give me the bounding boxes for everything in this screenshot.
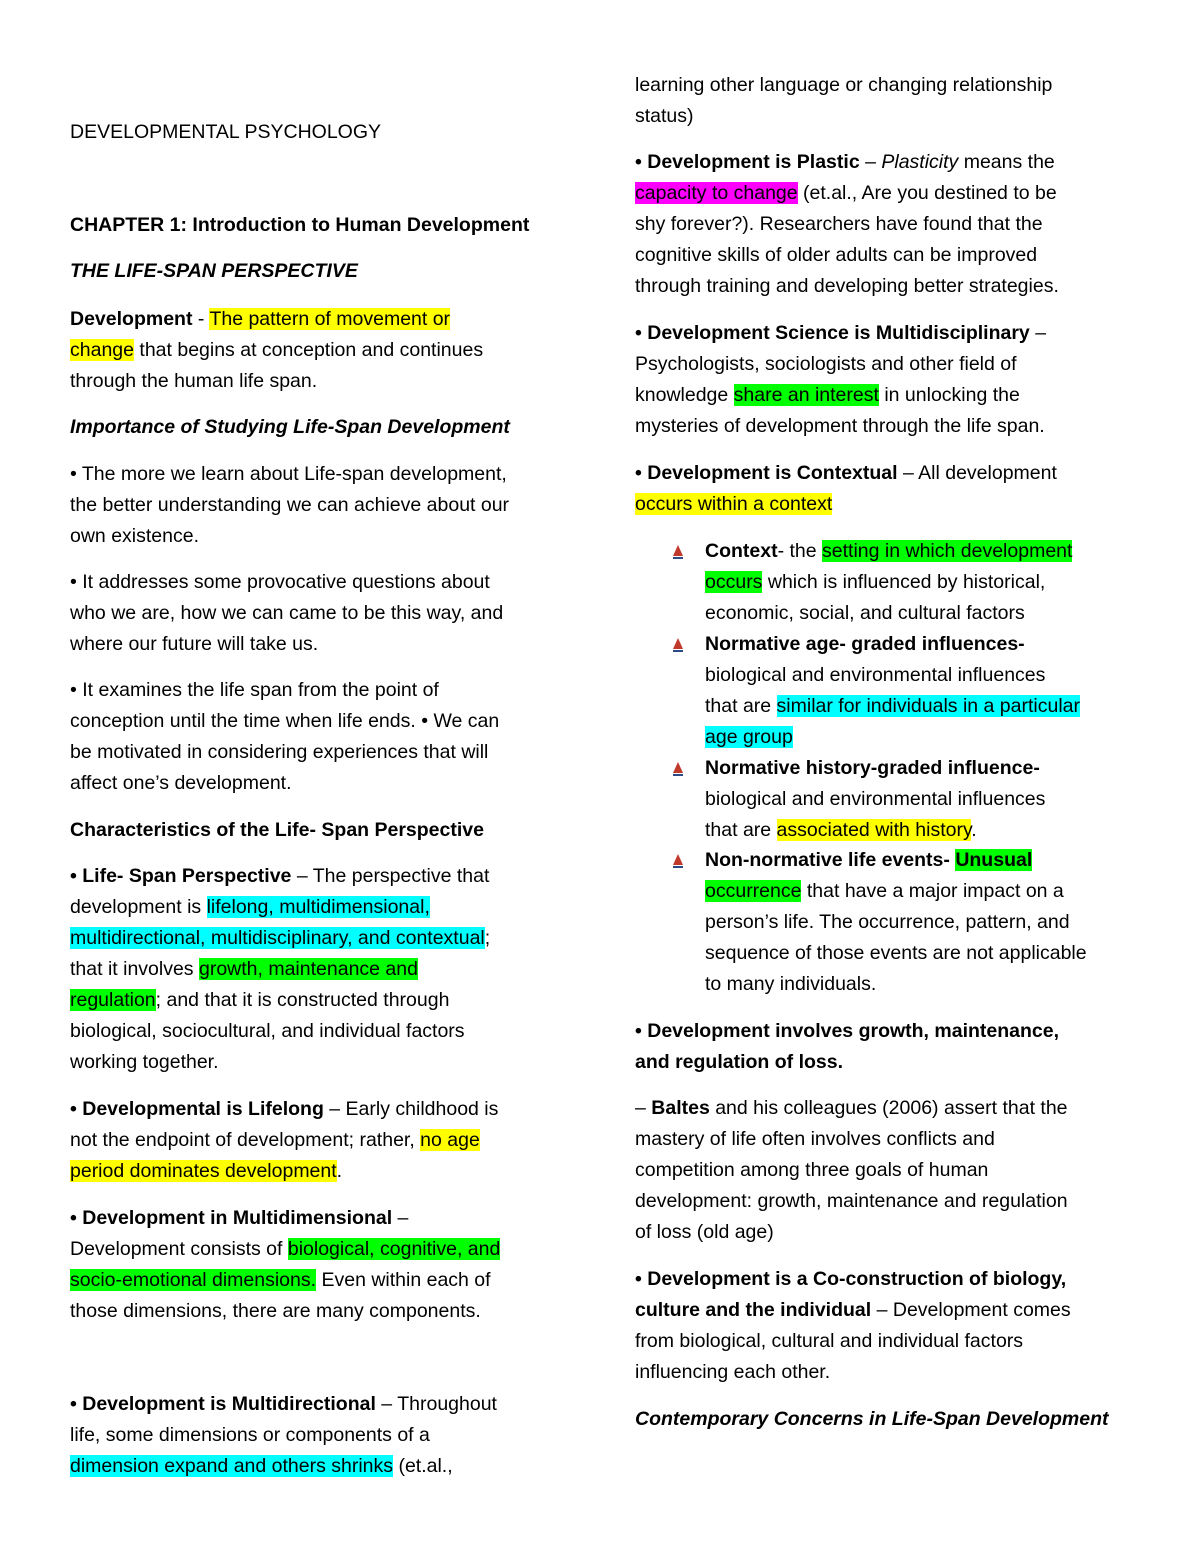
sub-item-context: Context- the setting in which development occurs which is influenced by historical, economic, social, and cultural factors [705, 536, 1135, 629]
sub-item-non-normative: Non-normative life events- Unusual occurrence that have a major impact on a person’s life. The occurrence, pattern, and sequence of those events are not applicable to many individuals. [705, 845, 1135, 1000]
importance-item-1: • The more we learn about Life-span development, the better understanding we can achieve about our own existence. [70, 463, 510, 547]
document-title: DEVELOPMENTAL PSYCHOLOGY [70, 121, 382, 143]
contemporary-concerns-heading: Contemporary Concerns in Life-Span Development [635, 1408, 1109, 1430]
baltes-paragraph: – Baltes and his colleagues (2006) assert that the mastery of life often involves conflicts and competition among three goals of human development: growth, maintenance and regulation of loss (old age) [635, 1097, 1068, 1243]
importance-heading: Importance of Studying Life-Span Development [70, 416, 510, 438]
characteristics-heading: Characteristics of the Life- Span Perspective [70, 819, 484, 841]
importance-item-3: • It examines the life span from the point of conception until the time when life ends. • We can be motivated in considering experiences that will affect one’s development. [70, 679, 500, 794]
arrow-bullet-icon [671, 852, 685, 870]
characteristic-contextual: • Development is Contextual – All development occurs within a context [635, 462, 1057, 515]
characteristic-co-construction: • Development is a Co-construction of biology, culture and the individual – Development comes from biological, cultural and individual factors influencing each other. [635, 1268, 1071, 1383]
section-heading: THE LIFE-SPAN PERSPECTIVE [70, 260, 358, 282]
characteristic-growth-maintenance: • Development involves growth, maintenance, and regulation of loss. [635, 1020, 1060, 1073]
characteristic-multidimensional: • Development in Multidimensional – Development consists of biological, cognitive, and socio-emotional dimensions. Even within each of those dimensions, there are many components. [70, 1207, 501, 1322]
definition-development: Development - The pattern of movement or change that begins at conception and continues through the human life span. [70, 308, 484, 392]
characteristic-lifelong: • Developmental is Lifelong – Early childhood is not the endpoint of development; rather, no age period dominates development. [70, 1098, 499, 1182]
importance-item-2: • It addresses some provocative questions about who we are, how we can came to be this way, and where our future will take us. [70, 571, 504, 655]
characteristic-plastic: • Development is Plastic – Plasticity means the capacity to change (et.al., Are you destined to be shy forever?). Researchers have found that the cognitive skills of older adults can be improved through training and developing better strategies. [635, 151, 1059, 297]
sub-item-normative-age: Normative age- graded influences- biological and environmental influences that are similar for individuals in a particular age group [705, 629, 1135, 753]
arrow-bullet-icon [671, 760, 685, 778]
chapter-heading: CHAPTER 1: Introduction to Human Development [70, 214, 530, 236]
characteristic-multidisciplinary: • Development Science is Multidisciplinary – Psychologists, sociologists and other field of knowledge share an interest in unlocking the mysteries of development through the life span. [635, 322, 1047, 437]
characteristic-life-span: • Life- Span Perspective – The perspective that development is lifelong, multidimensional, multidirectional, multidisciplinary, and contextual; that it involves growth, maintenance and regulation; and that it is constructed through biological, sociocultural, and individual factors working together. [70, 865, 491, 1073]
multidirectional-continuation: learning other language or changing relationship status) [635, 74, 1053, 127]
arrow-bullet-icon [671, 636, 685, 654]
sub-item-normative-history: Normative history-graded influence- biological and environmental influences that are associated with history. [705, 753, 1135, 846]
arrow-bullet-icon [671, 543, 685, 561]
characteristic-multidirectional: • Development is Multidirectional – Throughout life, some dimensions or components of a dimension expand and others shrinks (et.al., [70, 1393, 497, 1477]
